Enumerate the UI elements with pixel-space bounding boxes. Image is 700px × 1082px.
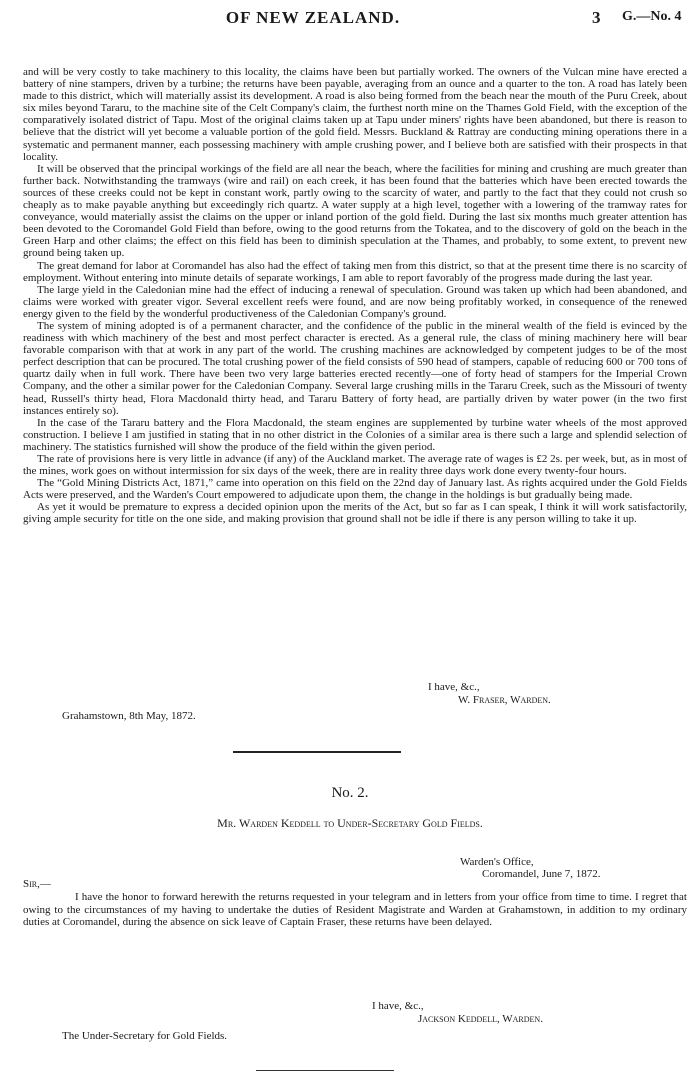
paragraph: The great demand for labor at Coromandel has also had the effect of taking men from this district, so that at the present time there is no scarcity of employment. Without entering into minute details of separate workings, I am able to report favorably of the progress made during the last year.	[23, 259, 687, 284]
report-body	[23, 66, 687, 526]
letter-office: Warden's Office,	[460, 856, 534, 868]
section-divider	[233, 751, 401, 753]
end-rule	[256, 1070, 394, 1071]
document-reference: G.—No. 4	[622, 9, 682, 24]
letter-addressee: The Under-Secretary for Gold Fields.	[62, 1030, 228, 1042]
place-date: Grahamstown, 8th May, 1872.	[62, 710, 196, 722]
closing-salutation: I have, &c.,	[428, 681, 480, 693]
letter-greeting: Sir,—	[23, 878, 51, 890]
paragraph: The rate of provisions here is very little in advance (if any) of the Auckland market. The average rate of wages is £2 2s. per week, but, as in most of the mines, work goes on without intermission for six days of the week, there are in reality three days work done every twenty-four hours.	[23, 453, 687, 478]
page-number: 3	[592, 8, 601, 27]
running-header	[0, 6, 700, 28]
paragraph: As yet it would be premature to express a decided opinion upon the merits of the Act, but so far as I can speak, I think it will work satisfactorily, giving ample security for title on the one side, and making provision that ground shall not be idle if there is any person willing to take it up.	[23, 501, 687, 526]
paragraph: The “Gold Mining Districts Act, 1871,” came into operation on this field on the 22nd day of January last. As rights acquired under the Gold Fields Acts were preserved, and the Warden's Court empowered to adjudicate upon them, the change in the holdings is but gradually being made.	[23, 477, 687, 502]
letter-place-date: Coromandel, June 7, 1872.	[482, 868, 601, 880]
letter-number: No. 2.	[331, 785, 369, 801]
letter-salutation: I have, &c.,	[372, 1000, 424, 1012]
signature-fraser: W. Fraser, Warden.	[458, 694, 551, 706]
letter-heading: Mr. Warden Keddell to Under-Secretary Gold Fields.	[217, 816, 483, 830]
paragraph: The system of mining adopted is of a permanent character, and the confidence of the public in the mineral wealth of the field is evinced by the readiness with which machinery of the best and most perfect character is erected. As a general rule, the class of mining machinery here will bear favorable comparison with that at work in any part of the world. The crushing machines are acknowledged by competent judges to be of the most perfect description that can be procured. The total crushing power of the field consists of 590 head of stampers, capable of reducing 600 or 700 tons of quartz daily when in full work. There have been two very large batteries erected recently—one of forty head of stampers for the Imperial Crown Company, and the other a similar power for the Caledonian Company. Several large crushing mills in the Tararu Creek, such as the Missouri of twenty head, Russell's thirty head, Flora Macdonald thirty head, and Tararu Battery of forty head, are partially driven by water power (in the two first instances entirely so).	[23, 319, 687, 417]
letter-body	[23, 891, 687, 929]
signature-keddell: Jackson Keddell, Warden.	[418, 1013, 543, 1025]
running-title: OF NEW ZEALAND.	[225, 8, 401, 27]
paragraph: The large yield in the Caledonian mine had the effect of inducing a renewal of speculation. Ground was taken up which had been abandoned, and claims were worked with greater vigor. Several excellent reefs were found, and are now being profitably worked, in consequence of the renewed energy given to the field by the wonderful productiveness of the Caledonian Company's ground.	[23, 283, 687, 320]
paragraph: It will be observed that the principal workings of the field are all near the beach, where the facilities for mining and crushing are much greater than further back. Notwithstanding the tramways (wire and rail) on each creek, it has been found that the batteries which have been erected towards the sources of these creeks could not be kept in constant work, partly owing to the scarcity of water, and partly to the fact that they could not crush so cheaply as to make payable anything but exceedingly rich quartz. A water supply at a high level, together with a lowering of the tramway rates for conveyance, would materially assist the claims on the upper or inland portion of the gold field. During the last six months much greater attention has been devoted to the Coromandel Gold Field than before, owing to the good returns from the Tokatea, and to the discovery of gold on the beach in the Green Harp and other claims; the effect on this field has been to diminish speculation at the Thames, and probably, to some extent, to prevent new ground being taken up.	[23, 162, 687, 260]
paragraph: In the case of the Tararu battery and the Flora Macdonald, the steam engines are supplemented by turbine water wheels of the most approved construction. I believe I am justified in stating that in no other district in the Colonies of a similar area is there such a large and splendid selection of machinery. The statistics furnished will show the produce of the field within the given period.	[23, 416, 687, 453]
letter-paragraph: I have the honor to forward herewith the returns requested in your telegram and in letters from your office from time to time. I regret that owing to the circumstances of my having to undertake the duties of Resident Magistrate and Warden at Grahamstown, in addition to my ordinary duties at Coromandel, during the absence on sick leave of Captain Fraser, these returns have been delayed.	[23, 891, 687, 928]
paragraph: and will be very costly to take machinery to this locality, the claims have been but partially worked. The owners of the Vulcan mine have erected a battery of nine stampers, driven by a turbine; the returns have been payable, averaging from an ounce and a quarter to the ton. A road has lately been made to this district, which will materially assist its development. A road is also being formed from the beach near the mouth of the Puru Creek, about six miles beyond Tararu, to the machine site of the Celt Company's claim, the furthest north mine on the Thames Gold Field, with the exception of the comparatively isolated district of Tapu. Most of the original claims taken up at Tapu under miners' rights have been abandoned, but there is reason to believe that the district will yet become a valuable portion of the gold field. Messrs. Buckland & Rattray are conducting mining operations there in a systematic and permanent manner, each possessing machinery with ample crushing power, and I believe both are satisfied with their prospects in that locality.	[23, 66, 687, 163]
